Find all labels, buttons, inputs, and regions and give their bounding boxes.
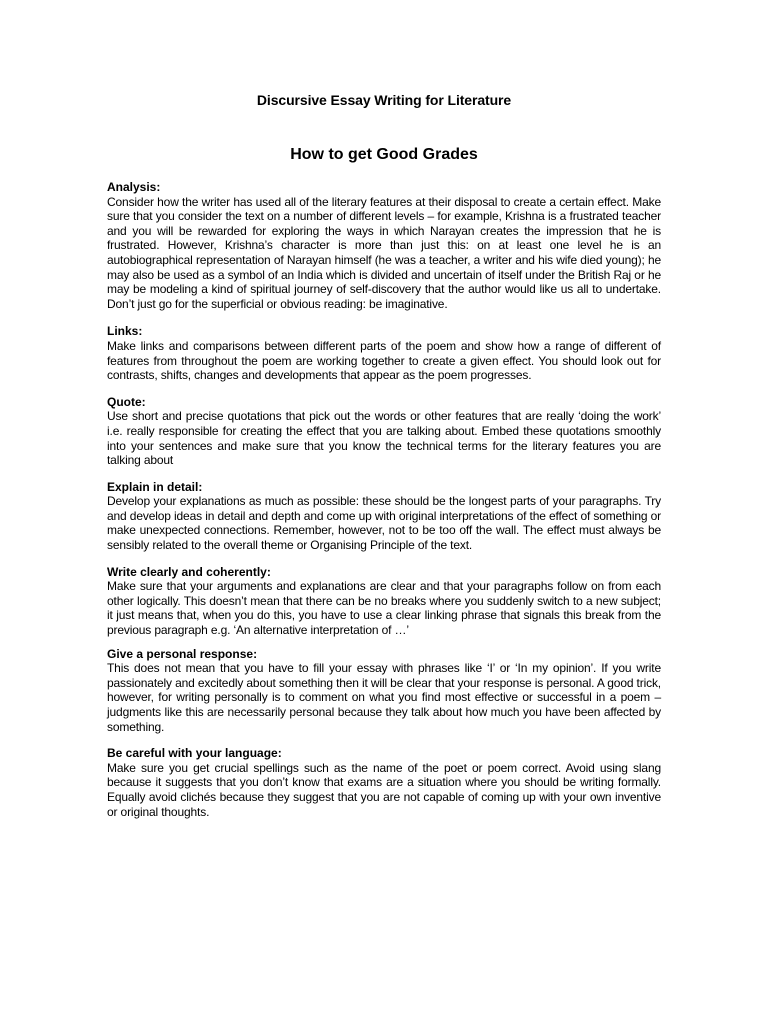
section-heading: Write clearly and coherently: bbox=[107, 564, 271, 579]
section-heading: Give a personal response: bbox=[107, 646, 258, 661]
section-quote bbox=[107, 395, 661, 468]
section-heading: Analysis: bbox=[107, 180, 161, 194]
section-body: This does not mean that you have to fill your essay with phrases like ‘I’ or ‘In my opinion’. If you write passionately and excitedly about something then it will be clear that your response is personal. A good trick, however, for writing personally is to comment on what you find most effective or successful in a poem – judgments like this are necessarily personal because they talk about how much you have been affected by something. bbox=[107, 661, 661, 734]
section-careful-language bbox=[107, 746, 661, 819]
section-explain-in-detail bbox=[107, 480, 661, 553]
section-analysis bbox=[107, 180, 661, 311]
document-subtitle: How to get Good Grades bbox=[290, 146, 478, 163]
section-body: Make links and comparisons between different parts of the poem and show how a range of different of features from throughout the poem are working together to create a given effect. You should look out for contrasts, shifts, changes and developments that appear as the poem progresses. bbox=[107, 338, 661, 383]
section-heading: Be careful with your language: bbox=[107, 746, 282, 761]
section-personal-response bbox=[107, 647, 661, 735]
section-heading: Explain in detail: bbox=[107, 479, 203, 494]
document-title: Discursive Essay Writing for Literature bbox=[256, 92, 512, 108]
section-body: Make sure that your arguments and explanations are clear and that your paragraphs follow on from each other logically. This doesn’t mean that there can be no breaks where you suddenly switch to a new subject; it just means that, when you do this, you have to use a clear linking phrase that signals this break from the previous paragraph e.g. ‘An alternative interpretation of …’ bbox=[107, 579, 661, 638]
section-body: Develop your explanations as much as possible: these should be the longest parts of your paragraphs. Try and develop ideas in detail and depth and come up with original interpretations of the effect of something or make unexpected connections. Remember, however, not to be too off the wall. The effect must always be sensibly related to the overall theme or Organising Principle of the text. bbox=[107, 494, 661, 553]
section-heading: Links: bbox=[107, 324, 143, 339]
sections-container bbox=[107, 180, 661, 831]
section-links bbox=[107, 324, 661, 382]
section-heading: Quote: bbox=[107, 394, 146, 409]
section-body: Use short and precise quotations that pick out the words or other features that are really ‘doing the work’ i.e. really responsible for creating the effect that you are talking about. Embed these quotations smoothly into your sentences and make sure that you know the technical terms for the literary features you are talking about bbox=[107, 409, 661, 468]
section-body: Consider how the writer has used all of the literary features at their disposal to create a certain effect. Make sure that you consider the text on a number of different levels – for example, Krishna is a frustrated teacher and you will be rewarded for exploring the ways in which Narayan creates the impression that he is frustrated. However, Krishna’s character is more than just this: on at least one level he is an autobiographical representation of Narayan himself (he was a teacher, a writer and his wife died young); he may also be used as a symbol of an India which is divided and uncertain of itself under the British Raj or he may be modeling a kind of spiritual journey of self-discovery that the author would like us all to undertake. Don’t just go for the superficial or obvious reading: be imaginative. bbox=[107, 194, 661, 311]
section-write-clearly bbox=[107, 565, 661, 638]
section-body: Make sure you get crucial spellings such as the name of the poet or poem correct. Avoid using slang because it suggests that you don’t know that exams are a situation where you should be writing formally. Equally avoid clichés because they suggest that you are not capable of coming up with your own inventive or original thoughts. bbox=[107, 760, 661, 819]
